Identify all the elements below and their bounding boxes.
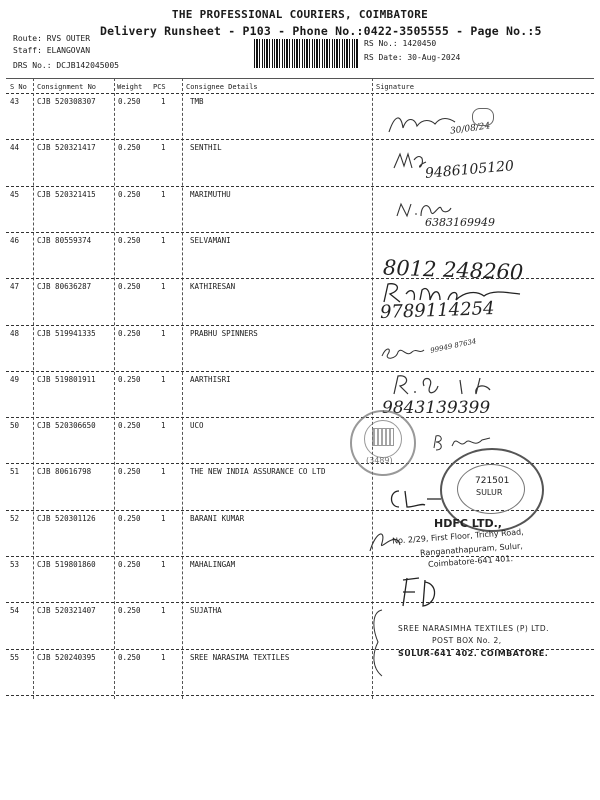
row-sno: 50 [10,421,20,431]
col-header-consignee: Consignee Details [186,83,258,91]
row-sno: 52 [10,513,20,523]
signature-53 [395,574,440,610]
route-label: Route: RVS OUTER [13,34,91,43]
signature-47-phone-2: 9789114254 [379,298,495,323]
col-header-sno: S No [10,83,27,91]
new-india-assurance-seal-icon: 721501 SULUR [440,448,544,532]
column-divider [372,78,373,699]
signature-47-phone-1: 8012 248260 [382,255,524,285]
row-sno: 55 [10,652,20,662]
small-stamp-icon [472,108,494,126]
row-consignee: KATHIRESAN [190,282,236,292]
row-sno: 49 [10,374,20,384]
company-name: THE PROFESSIONAL COURIERS, COIMBATORE [171,8,429,21]
row-weight: 0.250 [118,374,141,384]
row-consignee: UCO [190,421,204,431]
row-consignment-number: CJB 520301126 [37,513,96,523]
row-sno: 46 [10,235,20,245]
row-consignment-number: CJB 520306650 [37,421,96,431]
row-pcs: 1 [161,374,166,384]
row-sno: 45 [10,189,20,199]
barcode [254,39,358,68]
row-pcs: 1 [161,235,166,245]
row-sno: 43 [10,97,20,106]
signature-43-date: 30/08/24 [449,121,491,137]
row-separator [6,602,594,603]
row-pcs: 1 [161,606,166,616]
row-pcs: 1 [161,282,166,292]
row-sno: 53 [10,560,20,569]
row-pcs: 1 [161,97,166,106]
row-consignee: SUJATHA [190,606,222,616]
row-consignment-number: CJB 519801860 [37,560,96,569]
row-weight: 0.250 [118,652,141,662]
row-separator [6,417,594,418]
row-weight: 0.250 [118,282,141,292]
signature-49-phone: 9843139399 [382,398,491,418]
row-consignee: SELVAMANI [190,235,231,245]
signature-51 [385,485,445,513]
row-consignment-number: CJB 80636287 [37,282,92,292]
signature-48-phone: 99949 87634 [429,337,478,355]
row-weight: 0.250 [118,235,141,245]
hdfc-stamp-address-1: No. 2/29, First Floor, Trichy Road, [391,527,524,546]
sree-stamp-line-1: SREE NARASIMHA TEXTILES (P) LTD. [398,624,550,633]
row-consignee: SENTHIL [190,143,222,153]
row-pcs: 1 [161,467,166,477]
row-consignment-number: CJB 520240395 [37,652,96,662]
uco-bank-seal-icon: (3489) [350,410,416,476]
row-weight: 0.250 [118,606,141,616]
staff-label: Staff: ELANGOVAN [13,46,91,55]
hdfc-stamp-name: HDFC LTD., [434,517,502,530]
row-weight: 0.250 [118,143,141,153]
row-consignment-number: CJB 519941335 [37,328,96,338]
signature-49 [390,372,500,398]
row-separator [6,232,594,233]
row-consignment-number: CJB 520321415 [37,189,96,199]
row-pcs: 1 [161,652,166,662]
col-header-signature: Signature [376,83,414,91]
row-separator [6,325,594,326]
row-weight: 0.250 [118,97,141,106]
row-consignment-number: CJB 520321407 [37,606,96,616]
runsheet-title: Delivery Runsheet - P103 - Phone No.:0422-3505555 - Page No.:5 [100,24,542,38]
column-divider [33,78,34,699]
hdfc-stamp-address-3: Coimbatore-641 401. [427,554,514,569]
row-consignment-number: CJB 519801911 [37,374,96,384]
row-weight: 0.250 [118,467,141,477]
bracket-54-icon [368,608,388,678]
row-sno: 47 [10,282,20,292]
row-sno: 51 [10,467,20,477]
row-sno: 54 [10,606,20,616]
row-pcs: 1 [161,513,166,523]
row-weight: 0.250 [118,513,141,523]
row-separator [6,186,594,187]
row-consignee: THE NEW INDIA ASSURANCE CO LTD [190,467,326,477]
row-pcs: 1 [161,143,166,153]
column-divider [114,78,115,699]
row-separator [6,139,594,140]
rs-number: RS No.: 1420450 [364,39,437,48]
row-separator [6,695,594,696]
table-top-border [6,78,594,79]
row-consignment-number: CJB 80559374 [37,235,92,245]
row-consignee: MAHALINGAM [190,560,236,569]
drs-number: DRS No.: DCJB142045005 [13,61,119,70]
column-divider [182,78,183,699]
row-pcs: 1 [161,328,166,338]
row-consignee: AARTHISRI [190,374,231,384]
col-header-pcs: PCS [153,83,166,91]
rs-date: RS Date: 30-Aug-2024 [364,53,461,62]
row-consignment-number: CJB 520308307 [37,97,96,106]
row-sno: 44 [10,143,20,153]
sree-stamp-line-2: POST BOX No. 2, [432,636,502,645]
hdfc-stamp-address-2: Ranganathapuram, Sulur, [419,541,524,558]
sree-stamp-line-3: SULUR-641 402. COIMBATORE. [398,649,549,658]
row-consignee: SREE NARASIMA TEXTILES [190,652,290,662]
row-pcs: 1 [161,421,166,431]
row-weight: 0.250 [118,560,141,569]
col-header-weight: Weight [117,83,143,91]
header-separator [6,93,594,94]
row-weight: 0.250 [118,328,141,338]
signature-44-phone: 9486105120 [424,158,515,182]
row-weight: 0.250 [118,421,141,431]
row-consignee: MARIMUTHU [190,189,231,199]
row-consignee: TMB [190,97,204,106]
row-consignee: BARANI KUMAR [190,513,245,523]
signature-45-phone: 6383169949 [425,216,495,229]
row-separator [6,371,594,372]
row-pcs: 1 [161,189,166,199]
row-consignee: PRABHU SPINNERS [190,328,258,338]
row-consignment-number: CJB 80616798 [37,467,92,477]
row-weight: 0.250 [118,189,141,199]
signature-48 [378,342,428,362]
row-consignment-number: CJB 520321417 [37,143,96,153]
row-sno: 48 [10,328,20,338]
row-pcs: 1 [161,560,166,569]
col-header-consignment: Consignment No [37,83,97,91]
